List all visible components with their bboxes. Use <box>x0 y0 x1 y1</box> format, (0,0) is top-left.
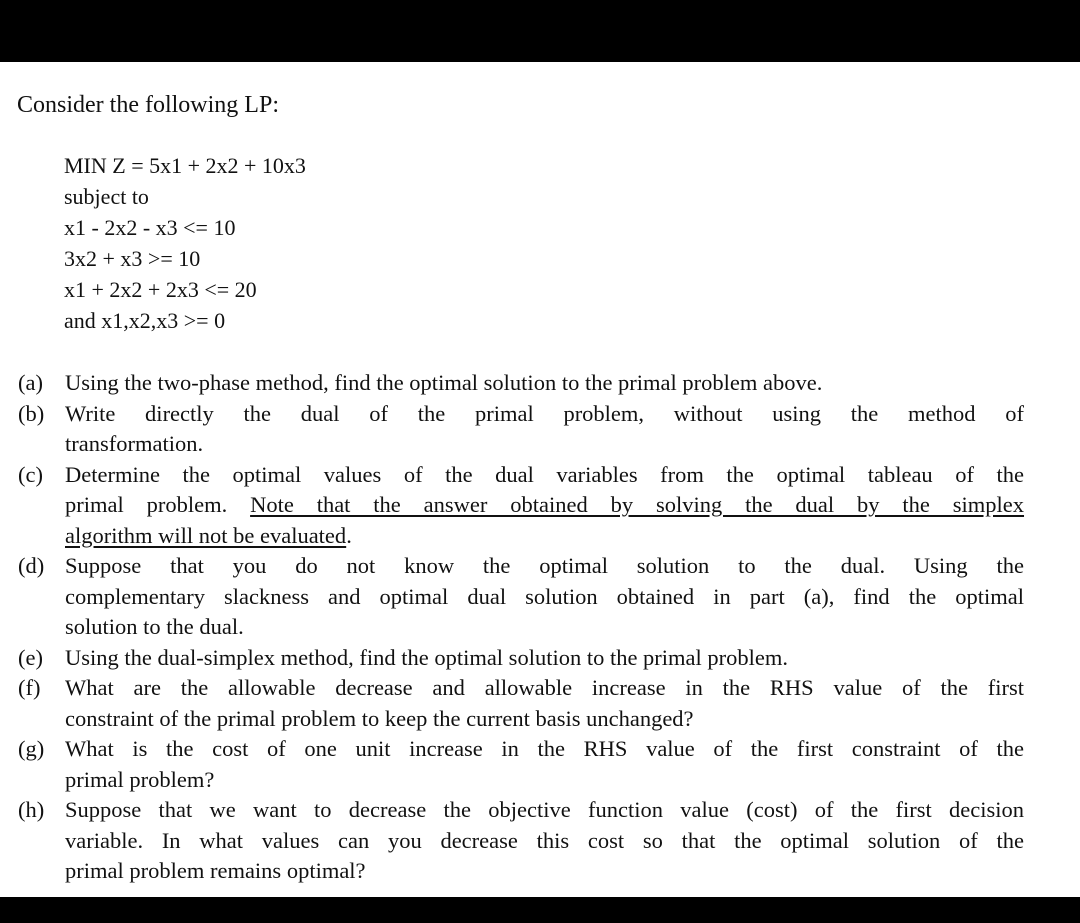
question-line: What are the allowable decrease and allowable increase in the RHS value of the first <box>65 675 1024 700</box>
question-label: (h) <box>18 797 45 822</box>
question-line: Suppose that you do not know the optimal solution to the dual. Using the <box>65 553 1024 578</box>
question-label: (g) <box>18 736 45 761</box>
question-line: complementary slackness and optimal dual solution obtained in part (a), find the optimal <box>65 583 1024 609</box>
question-line-mixed <box>65 490 1024 521</box>
question-line: What is the cost of one unit increase in the RHS value of the first constraint of the <box>65 736 1024 761</box>
question-line: transformation. <box>65 431 204 456</box>
nonnegativity: and x1,x2,x3 >= 0 <box>64 308 226 333</box>
constraint-3: x1 + 2x2 + 2x3 <= 20 <box>64 277 257 302</box>
question-g <box>18 734 1024 795</box>
question-line: primal problem? <box>65 766 215 792</box>
bottom-black-bar <box>0 897 1080 923</box>
question-label: (a) <box>18 370 43 395</box>
underlined-note-end: algorithm will not be evaluated <box>65 522 347 548</box>
question-line: Using the two-phase method, find the optimal solution to the primal problem above. <box>65 370 823 395</box>
lp-model <box>64 150 306 336</box>
question-a <box>18 368 1024 399</box>
question-line-mixed <box>65 521 1024 552</box>
question-f <box>18 673 1024 734</box>
question-line: constraint of the primal problem to keep the current basis unchanged? <box>65 705 694 731</box>
constraint-1: x1 - 2x2 - x3 <= 10 <box>64 215 236 240</box>
question-punctuation: . <box>346 522 352 548</box>
question-line: Write directly the dual of the primal problem, without using the method of <box>65 400 1024 426</box>
question-label: (c) <box>18 461 43 487</box>
constraint-2: 3x2 + x3 >= 10 <box>64 246 201 271</box>
question-line: Using the dual-simplex method, find the optimal solution to the primal problem. <box>65 644 789 670</box>
intro-text: Consider the following LP: <box>17 92 279 118</box>
question-line: primal problem remains optimal? <box>65 858 366 883</box>
question-h <box>18 795 1024 887</box>
top-black-bar <box>0 0 1080 62</box>
question-line: variable. In what values can you decrease this cost so that the optimal solution of the <box>65 827 1024 853</box>
question-line: Suppose that we want to decrease the objective function value (cost) of the first decision <box>65 797 1024 822</box>
question-e <box>18 643 1024 674</box>
question-line: solution to the dual. <box>65 614 244 639</box>
underlined-note: Note that the answer obtained by solving the dual by the simplex <box>250 492 1025 517</box>
subject-to: subject to <box>64 184 149 209</box>
question-label: (f) <box>18 675 41 700</box>
question-label: (b) <box>18 400 45 426</box>
question-b <box>18 399 1024 460</box>
question-d <box>18 551 1024 643</box>
objective-function: MIN Z = 5x1 + 2x2 + 10x3 <box>64 153 306 178</box>
question-text: primal problem. <box>65 492 228 517</box>
question-line: Determine the optimal values of the dual variables from the optimal tableau of the <box>65 461 1024 487</box>
document-page <box>0 62 1080 897</box>
question-label: (e) <box>18 644 43 670</box>
question-label: (d) <box>18 553 45 578</box>
question-list <box>18 368 1024 887</box>
question-c <box>18 460 1024 552</box>
